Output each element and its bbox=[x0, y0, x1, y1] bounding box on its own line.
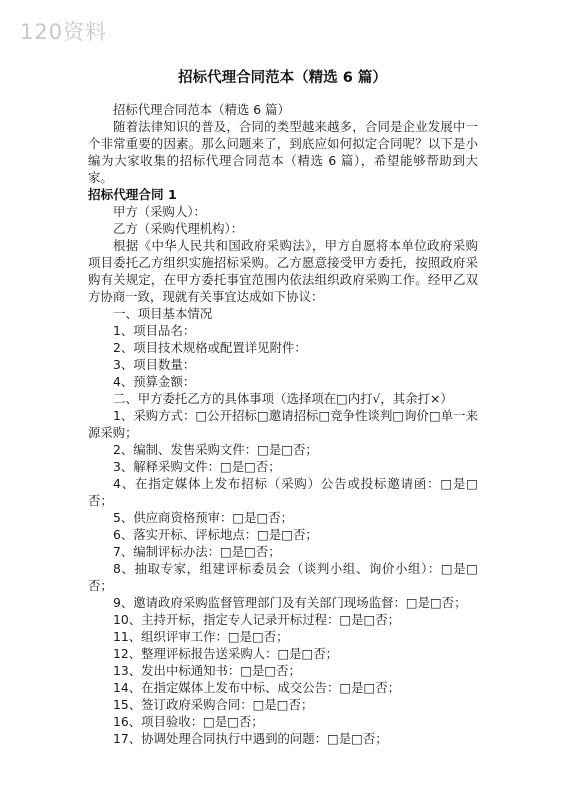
paragraph: 8、抽取专家，组建评标委员会（谈判小组、询价小组）：□是□否； bbox=[88, 561, 478, 593]
paragraph: 9、邀请政府采购监督管理部门及有关部门现场监督：□是□否； bbox=[113, 595, 467, 610]
document-body bbox=[88, 101, 478, 747]
paragraph: 11、组织评审工作：□是□否； bbox=[113, 629, 289, 644]
paragraph: 3、解释采购文件：□是□否； bbox=[113, 459, 281, 474]
paragraph: 15、签订政府采购合同：□是□否； bbox=[113, 697, 314, 712]
paragraph: 17、协调处理合同执行中遇到的问题：□是□否； bbox=[113, 731, 388, 746]
section-heading: 招标代理合同 1 bbox=[88, 187, 177, 202]
paragraph: 1、采购方式：□公开招标□邀请招标□竞争性谈判□询价□单一来源采购； bbox=[88, 408, 478, 440]
paragraph: 12、整理评标报告送采购人：□是□否； bbox=[113, 646, 339, 661]
paragraph: 2、编制、发售采购文件：□是□否； bbox=[113, 442, 318, 457]
paragraph: 1、项目品名： bbox=[113, 323, 196, 338]
paragraph: 7、编制评标办法：□是□否； bbox=[113, 544, 281, 559]
paragraph: 13、发出中标通知书：□是□否； bbox=[113, 663, 301, 678]
paragraph: 4、预算金额： bbox=[113, 374, 196, 389]
paragraph: 2、项目技术规格或配置详见附件： bbox=[113, 340, 307, 355]
paragraph: 乙方（采购代理机构）： bbox=[113, 221, 244, 236]
paragraph: 甲方（采购人）： bbox=[113, 204, 206, 219]
paragraph: 根据《中华人民共和国政府采购法》，甲方自愿将本单位政府采购项目委托乙方组织实施招标采购。乙方愿意接受甲方委托，按照政府采购有关规定，在甲方委托事宜范围内依法组织政府采购工作。经甲乙双方协商一致，现就有关事宜达成如下协议： bbox=[88, 238, 478, 304]
paragraph: 4、在指定媒体上发布招标（采购）公告或投标邀请函：□是□否； bbox=[88, 476, 478, 508]
paragraph: 16、项目验收：□是□否； bbox=[113, 714, 264, 729]
paragraph: 10、主持开标，指定专人记录开标过程：□是□否； bbox=[113, 612, 400, 627]
paragraph: 5、供应商资格预审：□是□否； bbox=[113, 510, 293, 525]
paragraph: 6、落实开标、评标地点：□是□否； bbox=[113, 527, 318, 542]
paragraph: 3、项目数量： bbox=[113, 357, 196, 372]
paragraph: 二、甲方委托乙方的具体事项（选择项在□内打√，其余打×） bbox=[113, 391, 453, 406]
paragraph: 一、项目基本情况 bbox=[113, 306, 213, 321]
watermark: 120资料 bbox=[20, 20, 108, 44]
paragraph: 14、在指定媒体上发布中标、成交公告：□是□否； bbox=[113, 680, 400, 695]
paragraph: 招标代理合同范本（精选 6 篇） bbox=[113, 102, 290, 117]
paragraph: 随着法律知识的普及，合同的类型越来越多，合同是企业发展中一个非常重要的因素。那么问题来了，到底应如何拟定合同呢？以下是小编为大家收集的招标代理合同范本（精选 6 篇），希望能够帮助到大家。 bbox=[88, 119, 478, 185]
document-title: 招标代理合同范本（精选 6 篇） bbox=[178, 70, 387, 86]
